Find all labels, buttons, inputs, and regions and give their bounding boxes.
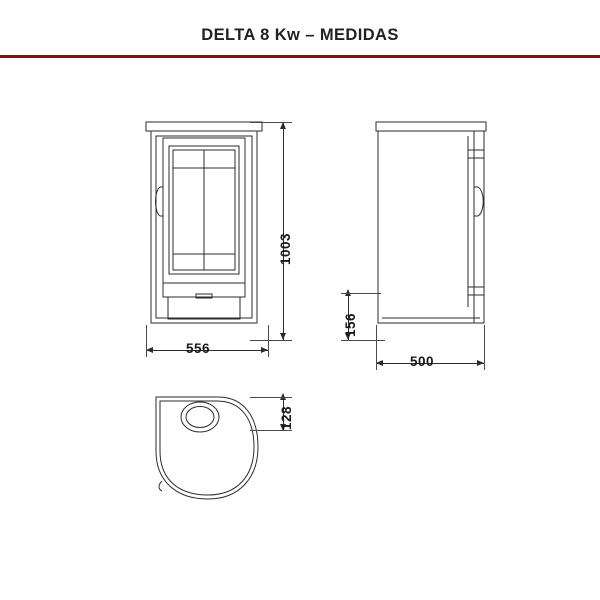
front-width-arrow-left xyxy=(146,347,153,353)
front-height-extension-bottom xyxy=(250,340,292,341)
front-width-arrow-right xyxy=(261,347,268,353)
side-base-label: 156 xyxy=(343,312,358,337)
top-view-drawing xyxy=(140,385,280,515)
side-depth-extension-right xyxy=(484,325,485,370)
top-flue-extension-top xyxy=(250,397,292,398)
top-flue-label: 128 xyxy=(279,405,294,430)
side-base-extension-bottom xyxy=(341,340,385,341)
title-divider xyxy=(0,55,600,58)
front-height-extension-top xyxy=(250,122,292,123)
side-view-drawing xyxy=(368,112,498,342)
side-depth-extension-left xyxy=(376,325,377,370)
front-width-extension-left xyxy=(146,325,147,357)
side-depth-arrow-left xyxy=(376,360,383,366)
front-height-arrow-bottom xyxy=(280,333,286,340)
side-depth-label: 500 xyxy=(410,354,435,369)
page-title: DELTA 8 Kw – MEDIDAS xyxy=(201,26,399,44)
side-base-extension-top xyxy=(341,293,381,294)
side-depth-arrow-right xyxy=(477,360,484,366)
front-view-drawing xyxy=(130,112,290,342)
front-height-arrow-top xyxy=(280,122,286,129)
front-height-label: 1003 xyxy=(278,232,293,265)
front-width-extension-right xyxy=(268,325,269,357)
front-width-label: 556 xyxy=(186,341,211,356)
top-flue-extension-bottom xyxy=(250,430,292,431)
front-height-dimension-line xyxy=(283,122,284,340)
